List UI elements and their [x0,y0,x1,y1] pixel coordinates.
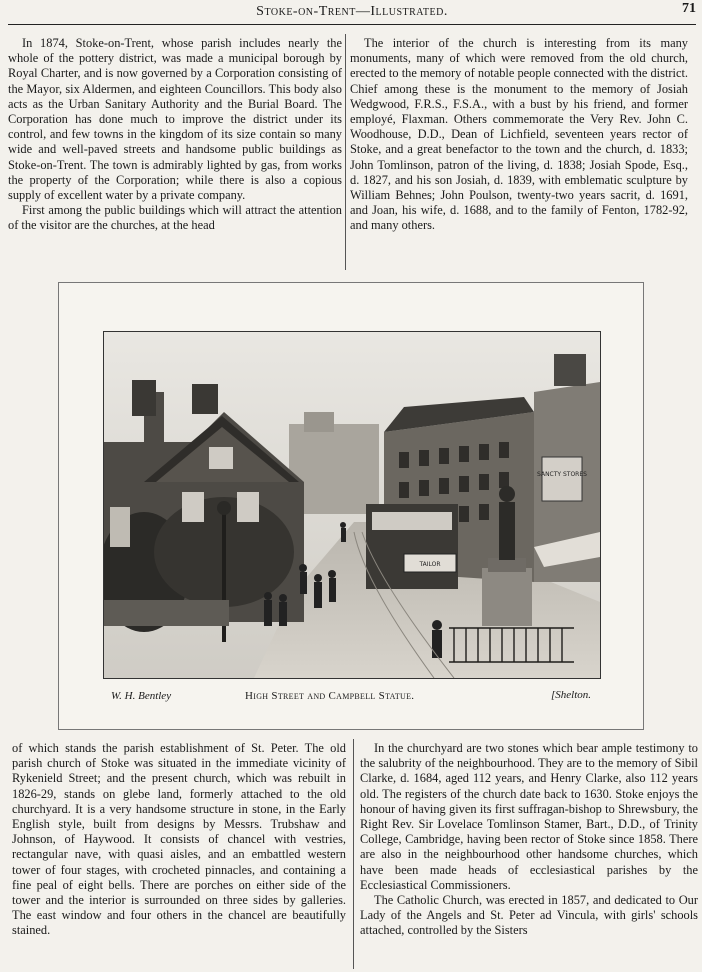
page-number: 71 [682,1,696,16]
figure [58,282,644,730]
tram-sign: TAILOR [419,561,441,568]
column-bottom-right [360,741,698,969]
running-title: Stoke-on-Trent—Illustrated. [256,4,448,19]
column-top-right [350,36,688,270]
figure-caption: High Street and Campbell Statue. [245,690,415,702]
paragraph: In 1874, Stoke-on-Trent, whose parish includes nearly the whole of the pottery district, was made a municipal borough by Royal Charter, and is now governed by a Corporation consisting of the Mayor, six Aldermen, and eighteen Councillors. This body also acts as the Urban Sanitary Authority and the Burial Board. The Corporation has done much to improve the district under its control, and few towns in the kingdom of its size contain so many wide and well-paved streets and handsome public buildings as Stoke-on-Trent. The town is admirably lighted by gas, from works the property of the Corporation; while there is also a copious supply of excellent water by a private company. [8,36,342,203]
column-top-left [8,36,342,270]
paragraph: The interior of the church is interesting from its many monuments, many of which were removed from the old church, erected to the memory of notable people connected with the district. Chief among these is the monument to the memory of Josiah Wedgwood, F.R.S., F.S.A., with a bust by his friend, and former employé, Flaxman. Others commemorate the Very Rev. John C. Woodhouse, D.D., Dean of Lichfield, seventeen years rector of Stoke, and a great benefactor to the town and the church, d. 1833; John Tomlinson, patron of the living, d. 1838; Josiah Spode, Esq., d. 1827, and his son Josiah, d. 1839, with emblematic sculpture by William Behnes; John Poulson, twenty-two years sacrit, d. 1691, and Joan, his wife, d. 1688, and to the family of Fenton, 1782-92, and many others. [350,36,688,233]
paragraph: In the churchyard are two stones which bear ample testimony to the salubrity of the neighbourhood. They are to the memory of Sibil Clarke, d. 1684, aged 112 years, and Henry Clarke, also 112 years old. The registers of the church date back to 1630. Stoke enjoys the honour of having given its first suffragan-bishop to Shrewsbury, the Right Rev. Sir Lovelace Tomlinson Stamer, Bart., D.D., of Trinity College, Cambridge, having been rector of Stoke since 1858. There are also in the neighbourhood other handsome churches, which have been made heads of ecclesiastical parishes by the Ecclesiastical Commissioners. [360,741,698,892]
column-bottom-left [12,741,346,969]
shop-sign: SANCTY STORES [537,471,587,478]
street-photograph [103,331,601,679]
paragraph: First among the public buildings which will attract the attention of the visitor are the churches, at the head [8,203,342,233]
paragraph: of which stands the parish establishment of St. Peter. The old parish church of Stoke was situated in the immediate vicinity of Rykenield Street; and the present church, which was rebuilt in 1826-29, stands on glebe land, formerly attached to the old churchyard. It is a very handsome structure in stone, in the Early English style, built from designs by Messrs. Trubshaw and Johnson, of Haywood. It consists of chancel with vestries, rectangular nave, with quasi aisles, and an embattled western tower of four stages, with crocheted pinnacles, and containing a fine peal of eight bells. There are porches on either side of the tower and the interior is surrounded on three sides by galleries. The east window and four others in the chancel are beautifully stained. [12,741,346,938]
column-rule [353,739,354,969]
column-rule [345,34,346,270]
paragraph: The Catholic Church, was erected in 1857, and dedicated to Our Lady of the Angels and St. Peter ad Vincula, with girls' schools attached, controlled by the Sisters [360,893,698,938]
running-head [8,0,696,25]
figure-location: [Shelton. [551,689,592,701]
photo-credit: W. H. Bentley [111,690,172,702]
